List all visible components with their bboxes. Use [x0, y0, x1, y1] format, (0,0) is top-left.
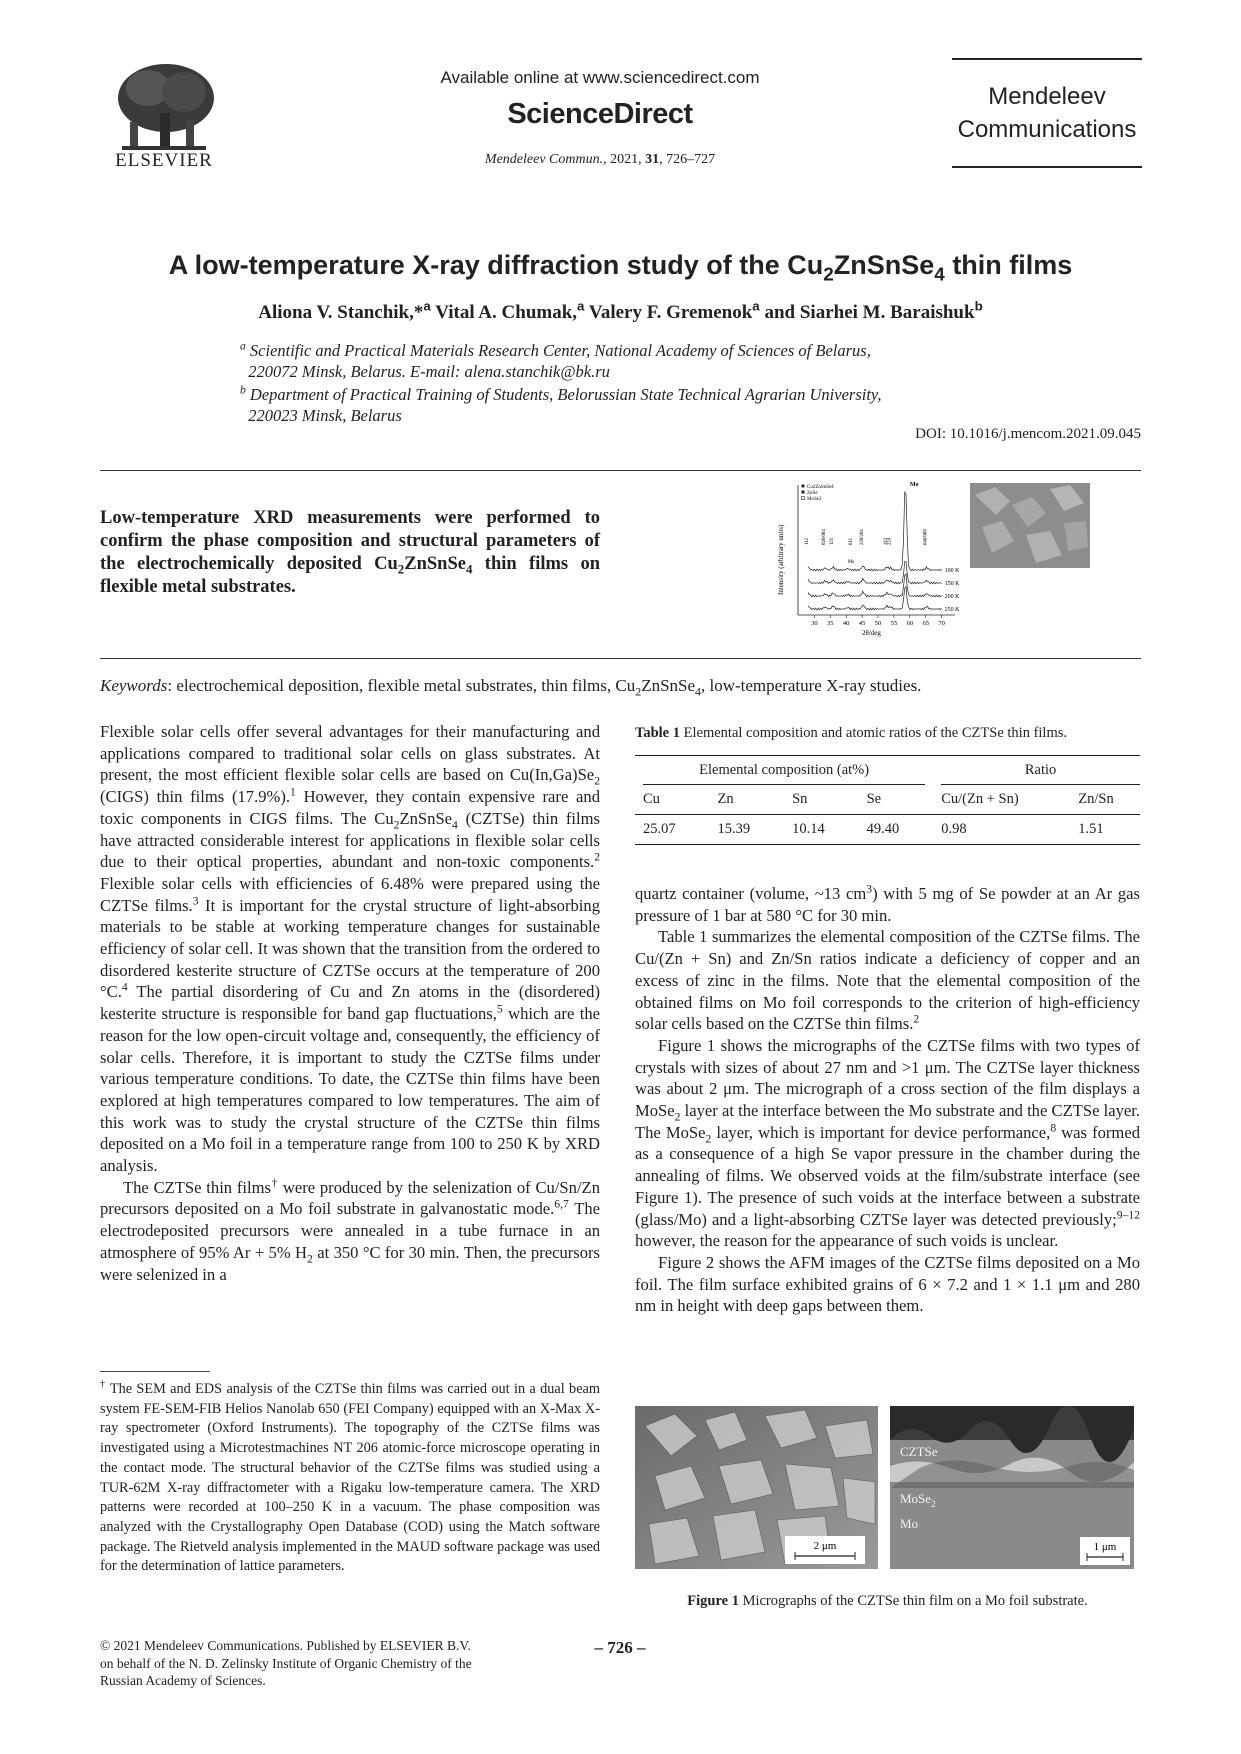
ga-trace [808, 587, 942, 610]
table-col-header: Zn [717, 791, 734, 807]
ga-tick-label: 55 [890, 620, 898, 627]
composition-table [635, 755, 1140, 845]
author-name: Siarhei M. Baraishuk [799, 302, 975, 323]
author-list: Aliona V. Stanchik,*$^a$ Vital A. Chumak,$^a$ Valery F. Gremenok$^a$ and Siarhei M. Baraishuk$^b$ [258, 298, 983, 323]
rule-bottom [100, 658, 1141, 659]
ga-tick-label: 70 [938, 620, 945, 627]
citation-volume: 31 [645, 152, 660, 167]
author-name: Aliona V. Stanchik,* [258, 302, 424, 323]
ga-legend-3: MoSe2 [807, 497, 822, 502]
table-col-header: Sn [792, 791, 808, 807]
keywords-label: Keywords [100, 676, 168, 695]
graphical-abstract-xrd [770, 475, 1100, 640]
ga-peak-label: 020/004 [822, 529, 828, 545]
scale-bar-label: 2 μm [813, 1540, 837, 1552]
ga-ylabel: Intensity (arbitrary units) [777, 524, 785, 595]
ga-temp-label: 200 K [944, 594, 960, 600]
sciencedirect-brand[interactable]: ScienceDirect [507, 98, 693, 130]
copyright-notice: © 2021 Mendeleev Communications. Published by ELSEVIER B.V. on behalf of the N. D. Zelinsky Institute of Organic Chemistry of the Russian Academy of Sciences. [100, 1638, 472, 1689]
affiliation-b: $^b$ Department of Practical Training of Students, Belorussian State Technical Agrarian University, 220023 Minsk, Belarus [240, 384, 882, 425]
ga-trace [808, 492, 942, 571]
ga-tick-label: 40 [842, 620, 850, 627]
table-cell: 1.51 [1078, 821, 1104, 837]
table-group-header: Ratio [941, 756, 1140, 785]
ga-peak-label: 224 [887, 537, 893, 545]
paragraph: Figure 2 shows the AFM images of the CZTSe films deposited on a Mo foil. The film surface exhibited grains of 6 × 7.2 and 1 × 1.1 μm and 280 nm in height with deep gaps between them. [635, 1252, 1140, 1316]
ga-temp-label: 100 K [944, 568, 960, 574]
body-right-column [635, 883, 1140, 1317]
paragraph: The CZTSe thin films† were produced by the selenization of Cu/Sn/Zn precursors deposited on a Mo foil substrate in galvanostatic mode.$^{6,7}$ The electrodeposited precursors were annealed in a tube furnace in an atmosphere of 95% Ar + 5% $H_2$ at 350 °C for 30 min. Then, the precursors were selenized in a [100, 1176, 601, 1284]
ga-temp-label: 250 K [944, 607, 960, 613]
affiliation-a: $^a$ Scientific and Practical Materials Research Center, National Academy of Sciences of Belarus, 220072 Minsk, Belarus. E-mail: alena.stanchik@bk.ru [240, 340, 871, 381]
micrograph-cross-section [890, 1406, 1134, 1569]
table-col-header: Se [866, 791, 882, 807]
paragraph: Flexible solar cells offer several advantages for their manufacturing and applications compared to traditional solar cells on glass substrates. At present, the most efficient flexible solar cells are based on $Cu(In,Ga)Se_2$ (CIGS) thin films (17.9%).$^1$ However, they contain expensive rare and toxic components in CIGS films. The $Cu_2ZnSnSe_4$ (CZTSe) thin films have attracted considerable interest for applications in flexible solar cells due to their optical properties, abundant and non-toxic components.$^2$ Flexible solar cells with efficiencies of 6.48% were prepared using the CZTSe films.$^3$ It is important for the crystal structure of light-absorbing materials to be stable at working temperature changes for sustainable efficiency of solar cell. It was shown that the transition from the ordered to disordered kesterite structure of CZTSe occurs at the temperature of 200 °C.$^4$ The partial disordering of Cu and Zn atoms in the (disordered) kesterite structure is responsible for band gap fluctuations,$^5$ which are the reason for the low open-circuit voltage and, consequently, the efficiency of solar cells. Therefore, it is important to study the CZTSe films under various temperature conditions. To date, the CZTSe thin films have been explored at high temperatures compared to low temperatures. The aim of this work was to study the crystal structure of the CZTSe thin films deposited on a Mo foil in a temperature range from 100 to 250 K by XRD analysis. [100, 722, 601, 1176]
table-cell: 15.39 [717, 821, 751, 837]
ga-tick-label: 60 [906, 620, 914, 627]
ga-tick-label: 50 [874, 620, 882, 627]
abstract-text: Low-temperature XRD measurements were performed to confirm the phase composition and structural parameters of the electrochemically deposited $Cu_2ZnSnSe_4$ thin films on flexible metal substrates. [100, 508, 600, 597]
ga-mo-label: Mo [910, 482, 919, 488]
label-mo: Mo [900, 1516, 919, 1531]
figure-caption: Figure 1 Micrographs of the CZTSe thin film on a Mo foil substrate. [687, 1593, 1088, 1609]
elsevier-wordmark: ELSEVIER [115, 150, 213, 171]
ga-tick-label: 45 [858, 620, 866, 627]
table-col-header: Cu/(Zn + Sn) [941, 791, 1019, 807]
ga-trace [808, 562, 942, 584]
page-number: – 726 – [594, 1638, 646, 1657]
table-cell: 49.40 [866, 821, 900, 837]
table-group-header: Elemental composition (at%) [643, 756, 925, 785]
scale-bar-label: 1 μm [1093, 1541, 1117, 1553]
rule-top [100, 470, 1141, 471]
ga-tick-label: 65 [922, 620, 929, 627]
ga-legend-1: Cu2ZnSnSe4 [807, 485, 834, 490]
paragraph: Table 1 summarizes the elemental composition of the CZTSe films. The Cu/(Zn + Sn) and Zn/Sn ratios indicate a deficiency of copper and an excess of zinc in the films. Note that the elemental composition of the obtained films on Mo foil corresponds to the criterion of high-efficiency solar cells based on the CZTSe thin films.$^2$ [635, 927, 1140, 1034]
author-name: Vital A. Chumak, [435, 302, 578, 323]
ga-peak-label: 040/008 [923, 529, 929, 545]
footnote-rule [100, 1371, 210, 1372]
body-left-column [100, 721, 600, 1285]
table-cell: 25.07 [643, 821, 676, 837]
citation-journal: Mendeleev Commun. [484, 152, 604, 167]
paragraph: quartz container (volume, ~13 $cm^3$) with 5 mg of Se powder at an Ar gas pressure of 1 bar at 580 °C for 30 min. [635, 882, 1141, 925]
label-czts: CZTSe [900, 1444, 938, 1459]
citation-year: 2021, [610, 152, 642, 167]
table-col-header: Zn/Sn [1078, 791, 1114, 807]
ga-peak-label: 112 [805, 537, 810, 545]
ga-trace [808, 574, 942, 597]
citation-pages: 726–727 [666, 152, 716, 167]
ga-peak-label: 011 [848, 537, 854, 545]
ga-xlabel: 2θ/deg [862, 629, 881, 637]
table-col-header: Cu [643, 791, 660, 807]
micrograph-surface [635, 1406, 878, 1569]
journal-citation: Mendeleev Commun., 2021, 31, 726–727 [484, 152, 716, 167]
keywords-line: Keywords: electrochemical deposition, flexible metal substrates, thin films, $Cu_2ZnSnSe_4$, low-temperature X-ray studies. [100, 676, 922, 699]
ga-peak-label: 312 [883, 537, 889, 545]
table-row [635, 815, 1140, 845]
ga-temp-label: 150 K [944, 581, 960, 587]
ga-tick-label: 30 [811, 620, 818, 627]
ga-legend-2: ZnSe [807, 491, 818, 496]
label-mose2: MoSe$_2$ [900, 1491, 936, 1509]
paragraph: Figure 1 shows the micrographs of the CZTSe films with two types of crystals with sizes of about 27 nm and >1 μm. The CZTSe layer thickness was about 2 μm. The micrograph of a cross section of the film displays a MoSe$_2$ layer at the interface between the Mo substrate and the CZTSe layer. The MoSe$_2$ layer, which is important for device performance,$^8$ was formed as a consequence of a high Se vapor pressure in the chamber during the annealing of films. We observed voids at the film/substrate interface (see Figure 1). The presence of such voids at the interface between a substrate (glass/Mo) and a light-absorbing CZTSe layer was detected previously;$^{9-12}$ however, the reason for the appearance of such voids is unclear. [635, 1035, 1141, 1251]
doi-link[interactable]: DOI: 10.1016/j.mencom.2021.09.045 [915, 426, 1141, 442]
article-title: A low-temperature X-ray diffraction study of the $Cu_2ZnSnSe_4$ thin films [168, 250, 1073, 286]
footnote: † The SEM and EDS analysis of the CZTSe thin films was carried out in a dual beam system FE-SEM-FIB Helios Nanolab 650 (FEI Company) equipped with an X-Max X-ray spectrometer (Oxford Instruments). The topography of the CZTSe films was investigated using a Microtestmachines NT 206 atomic-force microscope operating in the contact mode. The structural behavior of the CZTSe films was studied using a TUR-62M X-ray diffractometer with a Rigaku low-temperature camera. The XRD patterns were recorded at 100–250 K in a vacuum. The phase composition was analyzed with the Crystallography Open Database (COD) using the Match software package. The Rietveld analysis implemented in the MAUD software package was used for the determination of lattice parameters. [100, 1379, 601, 1575]
available-online-line[interactable]: Available online at www.sciencedirect.com [440, 68, 760, 87]
table-cell: 10.14 [792, 821, 825, 837]
ga-peak-label: Mo [847, 560, 855, 565]
ga-peak-label: 220/204 [860, 529, 866, 545]
author-name: Valery F. Gremenok [588, 302, 753, 323]
ga-peak-label: 121 [830, 537, 836, 545]
table-caption: Table 1 Elemental composition and atomic ratios of the CZTSe thin films. [635, 725, 1067, 741]
journal-name-box: Mendeleev Communications [952, 58, 1142, 168]
table-cell: 0.98 [941, 821, 967, 837]
ga-tick-label: 35 [827, 620, 834, 627]
